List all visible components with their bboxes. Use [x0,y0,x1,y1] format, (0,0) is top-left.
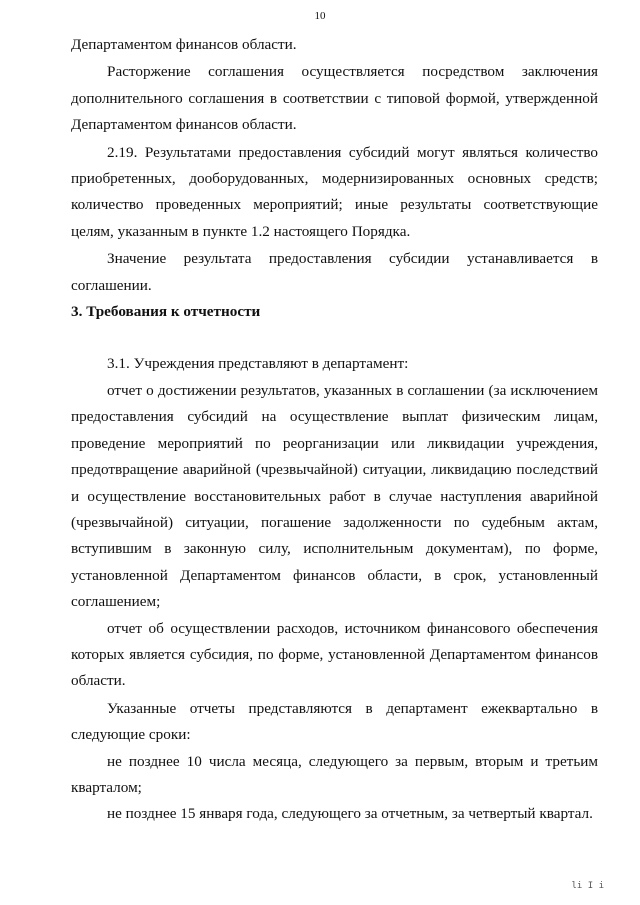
paragraph-3-1: 3.1. Учреждения представляют в департамент: [107,355,409,373]
paragraph-deadline-january: не позднее 15 января года, следующего за отчетным, за четвертый квартал. [107,805,593,823]
section-heading: 3. Требования к отчетности [71,303,261,321]
paragraph-report-results: отчет о достижении результатов, указанных в соглашении (за исключением предоставления субсидий на осуществление выплат физическим лицам, проведение мероприятий по реорганизации или ликвидации учреждения, предотвращение аварийной (чрезвычайной) ситуации, ликвидацию последствий и осуществление восстановительных работ в случае наступления аварийной (чрезвычайной) ситуации, погашение задолженности по судебным актам, вступившим в законную силу, исполнительным документам), по форме, установленной Департаментом финансов области, в срок, установленный соглашением; [71,381,598,611]
paragraph-results-2-19: 2.19. Результатами предоставления субсидий могут являться количество приобретенных, дооборудованных, модернизированных основных средств; количество проведенных мероприятий; иные результаты соответствующие целям, указанным в пункте 1.2 настоящего Порядка. [71,143,598,240]
paragraph-termination: Расторжение соглашения осуществляется посредством заключения дополнительного соглашения в соответствии с типовой формой, утвержденной Департаментом финансов области. [71,63,598,134]
paragraph-report-expenses: отчет об осуществлении расходов, источником финансового обеспечения которых является субсидия, по форме, установленной Департаментом финансов области. [71,619,598,690]
paragraph-result-value: Значение результата предоставления субсидии устанавливается в соглашении. [71,250,598,294]
paragraph-continuation: Департаментом финансов области. [71,36,297,53]
paragraph-quarterly: Указанные отчеты представляются в департамент ежеквартально в следующие сроки: [71,699,598,744]
footer-mark: li I i [571,881,604,891]
paragraph-deadline-quarters: не позднее 10 числа месяца, следующего за первым, вторым и третьим кварталом; [71,752,598,796]
document-body [71,32,598,828]
page-number: 10 [314,10,326,22]
